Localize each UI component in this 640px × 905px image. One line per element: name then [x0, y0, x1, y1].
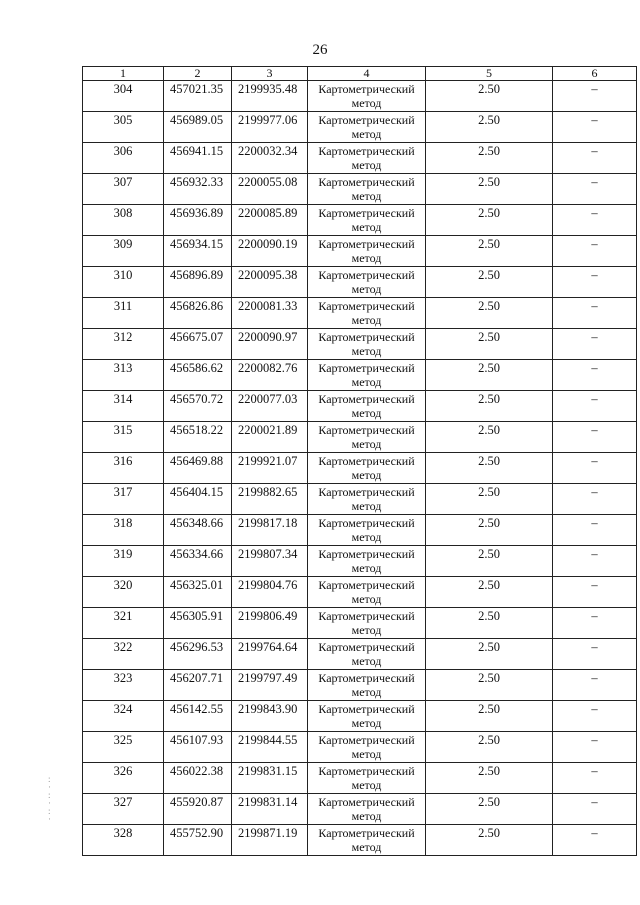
- note-cell: –: [553, 670, 637, 701]
- note-cell: –: [553, 577, 637, 608]
- header-row: [83, 67, 637, 81]
- table-body: [83, 81, 637, 856]
- x-coordinate-cell: 457021.35: [164, 81, 232, 112]
- x-coordinate-cell: 456896.89: [164, 267, 232, 298]
- table-row: [83, 112, 637, 143]
- y-coordinate-cell: 2199806.49: [232, 608, 308, 639]
- method-cell: Картометрический метод: [308, 608, 426, 639]
- method-cell: Картометрический метод: [308, 577, 426, 608]
- accuracy-cell: 2.50: [426, 794, 553, 825]
- y-coordinate-cell: 2199764.64: [232, 639, 308, 670]
- y-coordinate-cell: 2200032.34: [232, 143, 308, 174]
- point-number-cell: 313: [83, 360, 164, 391]
- table-row: [83, 670, 637, 701]
- y-coordinate-cell: 2199831.14: [232, 794, 308, 825]
- x-coordinate-cell: 456404.15: [164, 484, 232, 515]
- scan-margin-marks: : · : · : ·: [48, 774, 51, 824]
- y-coordinate-cell: 2200082.76: [232, 360, 308, 391]
- point-number-cell: 315: [83, 422, 164, 453]
- accuracy-cell: 2.50: [426, 174, 553, 205]
- point-number-cell: 321: [83, 608, 164, 639]
- accuracy-cell: 2.50: [426, 515, 553, 546]
- note-cell: –: [553, 794, 637, 825]
- y-coordinate-cell: 2200081.33: [232, 298, 308, 329]
- method-cell: Картометрический метод: [308, 732, 426, 763]
- y-coordinate-cell: 2199844.55: [232, 732, 308, 763]
- method-cell: Картометрический метод: [308, 174, 426, 205]
- method-cell: Картометрический метод: [308, 112, 426, 143]
- note-cell: –: [553, 205, 637, 236]
- point-number-cell: 322: [83, 639, 164, 670]
- x-coordinate-cell: 456936.89: [164, 205, 232, 236]
- point-number-cell: 316: [83, 453, 164, 484]
- x-coordinate-cell: 456941.15: [164, 143, 232, 174]
- point-number-cell: 308: [83, 205, 164, 236]
- x-coordinate-cell: 456934.15: [164, 236, 232, 267]
- note-cell: –: [553, 608, 637, 639]
- x-coordinate-cell: 456826.86: [164, 298, 232, 329]
- accuracy-cell: 2.50: [426, 453, 553, 484]
- table-row: [83, 174, 637, 205]
- y-coordinate-cell: 2200055.08: [232, 174, 308, 205]
- method-cell: Картометрический метод: [308, 763, 426, 794]
- accuracy-cell: 2.50: [426, 81, 553, 112]
- x-coordinate-cell: 456932.33: [164, 174, 232, 205]
- method-cell: Картометрический метод: [308, 701, 426, 732]
- accuracy-cell: 2.50: [426, 639, 553, 670]
- x-coordinate-cell: 455920.87: [164, 794, 232, 825]
- table-row: [83, 236, 637, 267]
- x-coordinate-cell: 456107.93: [164, 732, 232, 763]
- note-cell: –: [553, 360, 637, 391]
- table-row: [83, 143, 637, 174]
- point-number-cell: 310: [83, 267, 164, 298]
- method-cell: Картометрический метод: [308, 143, 426, 174]
- y-coordinate-cell: 2199882.65: [232, 484, 308, 515]
- method-cell: Картометрический метод: [308, 360, 426, 391]
- accuracy-cell: 2.50: [426, 267, 553, 298]
- method-cell: Картометрический метод: [308, 515, 426, 546]
- y-coordinate-cell: 2199797.49: [232, 670, 308, 701]
- x-coordinate-cell: 456142.55: [164, 701, 232, 732]
- accuracy-cell: 2.50: [426, 546, 553, 577]
- y-coordinate-cell: 2200095.38: [232, 267, 308, 298]
- accuracy-cell: 2.50: [426, 236, 553, 267]
- x-coordinate-cell: 456334.66: [164, 546, 232, 577]
- note-cell: –: [553, 298, 637, 329]
- accuracy-cell: 2.50: [426, 143, 553, 174]
- accuracy-cell: 2.50: [426, 112, 553, 143]
- note-cell: –: [553, 732, 637, 763]
- x-coordinate-cell: 456469.88: [164, 453, 232, 484]
- y-coordinate-cell: 2199843.90: [232, 701, 308, 732]
- note-cell: –: [553, 391, 637, 422]
- method-cell: Картометрический метод: [308, 236, 426, 267]
- x-coordinate-cell: 456518.22: [164, 422, 232, 453]
- accuracy-cell: 2.50: [426, 360, 553, 391]
- table-row: [83, 577, 637, 608]
- x-coordinate-cell: 456675.07: [164, 329, 232, 360]
- note-cell: –: [553, 825, 637, 856]
- accuracy-cell: 2.50: [426, 732, 553, 763]
- y-coordinate-cell: 2199921.07: [232, 453, 308, 484]
- x-coordinate-cell: 456207.71: [164, 670, 232, 701]
- note-cell: –: [553, 763, 637, 794]
- x-coordinate-cell: 456989.05: [164, 112, 232, 143]
- point-number-cell: 314: [83, 391, 164, 422]
- point-number-cell: 309: [83, 236, 164, 267]
- y-coordinate-cell: 2199831.15: [232, 763, 308, 794]
- accuracy-cell: 2.50: [426, 701, 553, 732]
- table-row: [83, 329, 637, 360]
- accuracy-cell: 2.50: [426, 577, 553, 608]
- y-coordinate-cell: 2200090.19: [232, 236, 308, 267]
- point-number-cell: 320: [83, 577, 164, 608]
- method-cell: Картометрический метод: [308, 298, 426, 329]
- accuracy-cell: 2.50: [426, 298, 553, 329]
- accuracy-cell: 2.50: [426, 329, 553, 360]
- point-number-cell: 311: [83, 298, 164, 329]
- y-coordinate-cell: 2200085.89: [232, 205, 308, 236]
- method-cell: Картометрический метод: [308, 81, 426, 112]
- accuracy-cell: 2.50: [426, 825, 553, 856]
- x-coordinate-cell: 456586.62: [164, 360, 232, 391]
- point-number-cell: 325: [83, 732, 164, 763]
- point-number-cell: 306: [83, 143, 164, 174]
- table-row: [83, 639, 637, 670]
- table-row: [83, 484, 637, 515]
- method-cell: Картометрический метод: [308, 391, 426, 422]
- point-number-cell: 304: [83, 81, 164, 112]
- coordinates-table: [82, 66, 637, 856]
- point-number-cell: 327: [83, 794, 164, 825]
- method-cell: Картометрический метод: [308, 794, 426, 825]
- table-row: [83, 422, 637, 453]
- table-row: [83, 701, 637, 732]
- table-row: [83, 298, 637, 329]
- method-cell: Картометрический метод: [308, 205, 426, 236]
- method-cell: Картометрический метод: [308, 329, 426, 360]
- table-row: [83, 81, 637, 112]
- y-coordinate-cell: 2199807.34: [232, 546, 308, 577]
- point-number-cell: 323: [83, 670, 164, 701]
- note-cell: –: [553, 484, 637, 515]
- method-cell: Картометрический метод: [308, 484, 426, 515]
- y-coordinate-cell: 2200090.97: [232, 329, 308, 360]
- point-number-cell: 328: [83, 825, 164, 856]
- table-row: [83, 825, 637, 856]
- table-row: [83, 360, 637, 391]
- method-cell: Картометрический метод: [308, 825, 426, 856]
- column-header: 4: [308, 67, 426, 81]
- x-coordinate-cell: 456325.01: [164, 577, 232, 608]
- note-cell: –: [553, 546, 637, 577]
- y-coordinate-cell: 2199935.48: [232, 81, 308, 112]
- y-coordinate-cell: 2199817.18: [232, 515, 308, 546]
- point-number-cell: 317: [83, 484, 164, 515]
- accuracy-cell: 2.50: [426, 391, 553, 422]
- x-coordinate-cell: 456305.91: [164, 608, 232, 639]
- note-cell: –: [553, 174, 637, 205]
- point-number-cell: 319: [83, 546, 164, 577]
- accuracy-cell: 2.50: [426, 484, 553, 515]
- note-cell: –: [553, 639, 637, 670]
- column-header: 6: [553, 67, 637, 81]
- x-coordinate-cell: 455752.90: [164, 825, 232, 856]
- table-row: [83, 608, 637, 639]
- table-row: [83, 546, 637, 577]
- note-cell: –: [553, 112, 637, 143]
- y-coordinate-cell: 2199977.06: [232, 112, 308, 143]
- method-cell: Картометрический метод: [308, 639, 426, 670]
- x-coordinate-cell: 456348.66: [164, 515, 232, 546]
- method-cell: Картометрический метод: [308, 546, 426, 577]
- x-coordinate-cell: 456570.72: [164, 391, 232, 422]
- note-cell: –: [553, 453, 637, 484]
- point-number-cell: 312: [83, 329, 164, 360]
- method-cell: Картометрический метод: [308, 453, 426, 484]
- accuracy-cell: 2.50: [426, 763, 553, 794]
- point-number-cell: 324: [83, 701, 164, 732]
- x-coordinate-cell: 456022.38: [164, 763, 232, 794]
- y-coordinate-cell: 2199871.19: [232, 825, 308, 856]
- method-cell: Картометрический метод: [308, 422, 426, 453]
- table-row: [83, 515, 637, 546]
- note-cell: –: [553, 81, 637, 112]
- table-row: [83, 391, 637, 422]
- table-row: [83, 763, 637, 794]
- accuracy-cell: 2.50: [426, 205, 553, 236]
- table-row: [83, 205, 637, 236]
- accuracy-cell: 2.50: [426, 608, 553, 639]
- table-row: [83, 794, 637, 825]
- note-cell: –: [553, 422, 637, 453]
- table-header: [83, 67, 637, 81]
- point-number-cell: 318: [83, 515, 164, 546]
- note-cell: –: [553, 701, 637, 732]
- point-number-cell: 305: [83, 112, 164, 143]
- accuracy-cell: 2.50: [426, 422, 553, 453]
- column-header: 5: [426, 67, 553, 81]
- point-number-cell: 307: [83, 174, 164, 205]
- column-header: 1: [83, 67, 164, 81]
- table-row: [83, 267, 637, 298]
- method-cell: Картометрический метод: [308, 670, 426, 701]
- page-number: 26: [312, 42, 328, 58]
- y-coordinate-cell: 2200077.03: [232, 391, 308, 422]
- note-cell: –: [553, 515, 637, 546]
- note-cell: –: [553, 267, 637, 298]
- method-cell: Картометрический метод: [308, 267, 426, 298]
- x-coordinate-cell: 456296.53: [164, 639, 232, 670]
- accuracy-cell: 2.50: [426, 670, 553, 701]
- table-row: [83, 732, 637, 763]
- note-cell: –: [553, 236, 637, 267]
- y-coordinate-cell: 2200021.89: [232, 422, 308, 453]
- column-header: 2: [164, 67, 232, 81]
- y-coordinate-cell: 2199804.76: [232, 577, 308, 608]
- table-row: [83, 453, 637, 484]
- note-cell: –: [553, 143, 637, 174]
- note-cell: –: [553, 329, 637, 360]
- point-number-cell: 326: [83, 763, 164, 794]
- column-header: 3: [232, 67, 308, 81]
